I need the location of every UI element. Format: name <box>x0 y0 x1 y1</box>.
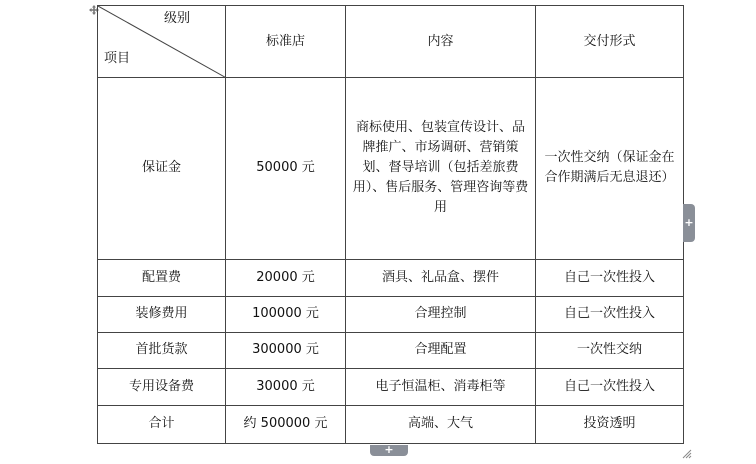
amount-cell[interactable]: 100000 元 <box>226 296 346 332</box>
content-cell[interactable]: 合理配置 <box>346 332 536 368</box>
content-header[interactable]: 内容 <box>346 6 536 78</box>
delivery-cell[interactable]: 自己一次性投入 <box>536 296 684 332</box>
plus-icon: + <box>684 216 694 229</box>
item-header: 项目 <box>104 51 131 66</box>
item-cell[interactable]: 专用设备费 <box>98 368 226 405</box>
item-cell[interactable]: 首批货款 <box>98 332 226 368</box>
level-header: 级别 <box>164 11 191 26</box>
item-cell[interactable]: 配置费 <box>98 259 226 296</box>
amount-cell[interactable]: 20000 元 <box>226 259 346 296</box>
add-column-button[interactable] <box>683 204 695 242</box>
table-row <box>98 405 684 443</box>
table-row <box>98 78 684 259</box>
item-cell[interactable]: 装修费用 <box>98 296 226 332</box>
plus-icon: + <box>384 443 394 456</box>
content-cell[interactable]: 酒具、礼品盒、摆件 <box>346 259 536 296</box>
amount-cell[interactable]: 30000 元 <box>226 368 346 405</box>
table-row <box>98 332 684 368</box>
content-cell[interactable]: 合理控制 <box>346 296 536 332</box>
delivery-cell[interactable]: 一次性交纳（保证金在合作期满后无息退还） <box>536 78 684 259</box>
content-cell[interactable]: 高端、大气 <box>346 405 536 443</box>
content-cell[interactable]: 商标使用、包装宣传设计、品牌推广、市场调研、营销策划、督导培训（包括差旅费用）、售后服务、管理咨询等费用 <box>346 78 536 259</box>
item-cell[interactable]: 合计 <box>98 405 226 443</box>
delivery-header[interactable]: 交付形式 <box>536 6 684 78</box>
amount-cell[interactable]: 300000 元 <box>226 332 346 368</box>
table-resize-handle-icon[interactable] <box>682 444 692 454</box>
amount-cell[interactable]: 50000 元 <box>226 78 346 259</box>
item-cell[interactable]: 保证金 <box>98 78 226 259</box>
table-row <box>98 368 684 405</box>
table-row <box>98 259 684 296</box>
diagonal-header-cell[interactable] <box>98 6 226 78</box>
add-row-button[interactable] <box>370 445 408 456</box>
delivery-cell[interactable]: 一次性交纳 <box>536 332 684 368</box>
delivery-cell[interactable]: 投资透明 <box>536 405 684 443</box>
delivery-cell[interactable]: 自己一次性投入 <box>536 368 684 405</box>
content-cell[interactable]: 电子恒温柜、消毒柜等 <box>346 368 536 405</box>
table-row <box>98 296 684 332</box>
delivery-cell[interactable]: 自己一次性投入 <box>536 259 684 296</box>
standard-store-header[interactable]: 标准店 <box>226 6 346 78</box>
header-row <box>98 6 684 78</box>
franchise-fee-table <box>97 5 684 444</box>
amount-cell[interactable]: 约 500000 元 <box>226 405 346 443</box>
